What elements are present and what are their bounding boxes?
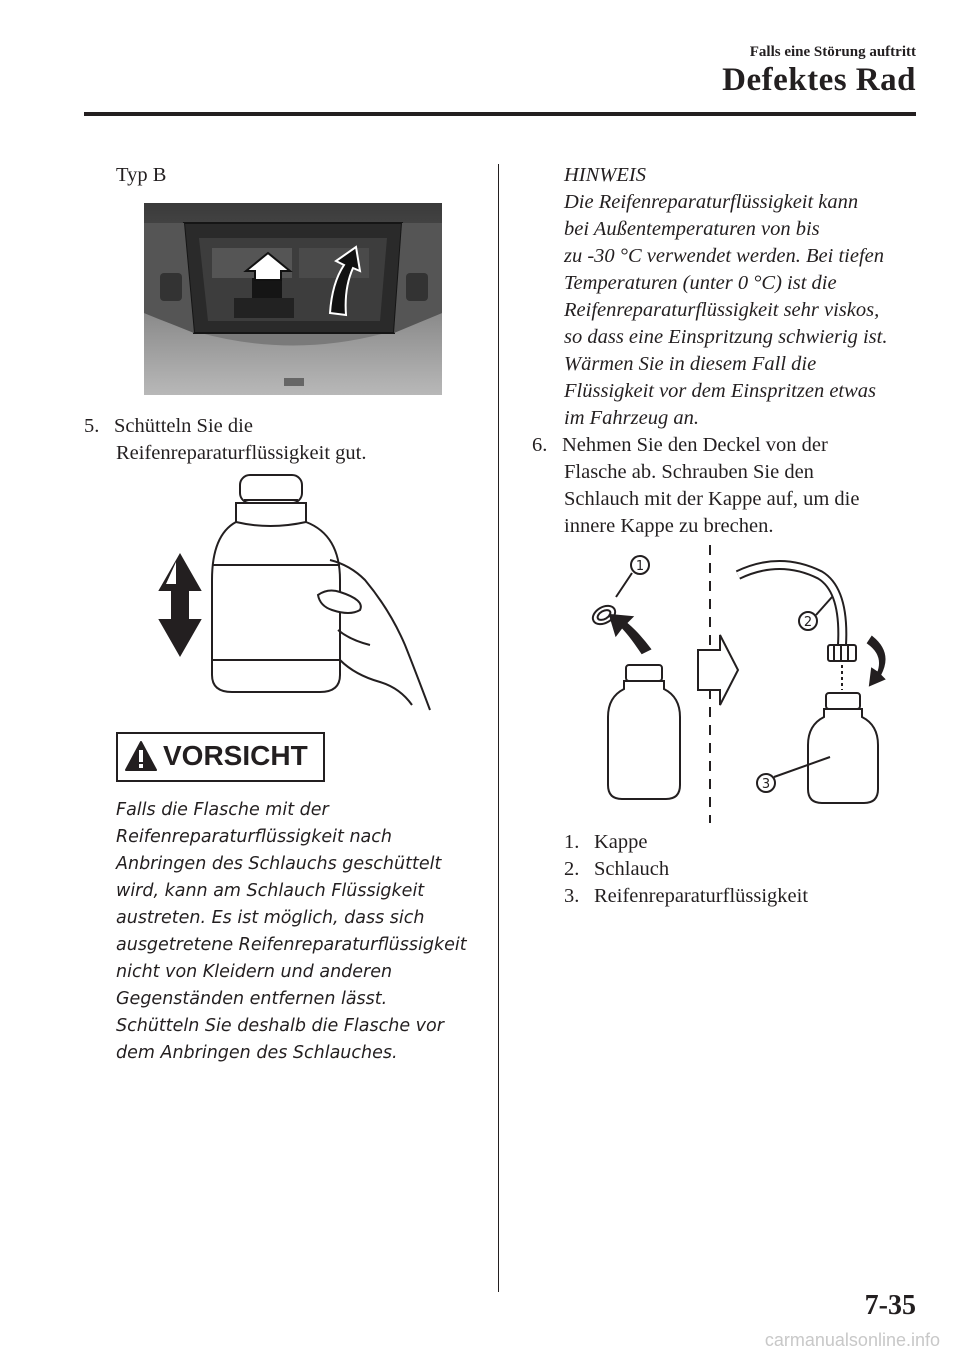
callout-3: 3 <box>761 777 771 792</box>
watermark: carmanualsonline.info <box>764 1330 940 1350</box>
step-text-line: innere Kappe zu brechen. <box>564 515 774 537</box>
type-label: Typ B <box>116 164 167 186</box>
page-number: 7-35 <box>864 1290 916 1321</box>
note-line: zu -30 °C verwendet werden. Bei tiefen <box>564 245 884 267</box>
caution-label: VORSICHT <box>163 740 308 771</box>
note-line: Reifenreparaturflüssigkeit sehr viskos, <box>564 299 880 321</box>
caution-line: wird, kann am Schlauch Flüssigkeit <box>116 881 425 901</box>
legend-text: Schlauch <box>594 858 670 880</box>
note-line: so dass eine Einspritzung schwierig ist. <box>564 326 888 348</box>
step-6-continuation <box>564 459 859 540</box>
step-number: 5. <box>84 415 100 437</box>
note-line: Flüssigkeit vor dem Einspritzen etwas <box>564 380 877 402</box>
legend-number: 2. <box>564 858 580 880</box>
warning-icon <box>124 740 158 772</box>
legend-text: Kappe <box>594 831 648 853</box>
note-line: Die Reifenreparaturflüssigkeit kann <box>564 191 859 213</box>
legend-text: Reifenreparaturflüssigkeit <box>594 885 809 907</box>
caution-line: austreten. Es ist möglich, dass sich <box>116 908 425 928</box>
step-text-line: Schlauch mit der Kappe auf, um die <box>564 488 860 510</box>
caution-line: Anbringen des Schlauchs geschüttelt <box>116 854 442 874</box>
section-title: Falls eine Störung auftritt <box>749 44 916 60</box>
note-heading: HINWEIS <box>564 164 646 186</box>
step-text-line: Nehmen Sie den Deckel von der <box>562 434 828 456</box>
caution-text <box>116 797 467 1067</box>
caution-line: Schütteln Sie deshalb die Flasche vor <box>116 1016 444 1036</box>
step-5-continuation: Reifenreparaturflüssigkeit gut. <box>116 442 367 464</box>
header-divider <box>84 112 916 116</box>
bottle-shake-illustration <box>150 470 440 715</box>
caution-line: ausgetretene Reifenreparaturflüssigkeit <box>116 935 467 955</box>
step-text-line: Schütteln Sie die <box>114 415 253 437</box>
legend-item <box>564 856 808 883</box>
trunk-photo <box>144 203 442 395</box>
caution-line: nicht von Kleidern und anderen <box>116 962 393 982</box>
legend-item <box>564 883 808 910</box>
step-number: 6. <box>532 434 548 456</box>
legend-item <box>564 829 808 856</box>
caution-line: dem Anbringen des Schlauches. <box>116 1043 398 1063</box>
note-line: Wärmen Sie in diesem Fall die <box>564 353 817 375</box>
step-6 <box>532 432 828 459</box>
page-title: Defektes Rad <box>722 62 916 98</box>
step-text-line: Flasche ab. Schrauben Sie den <box>564 461 814 483</box>
caution-line: Gegenständen entfernen lässt. <box>116 989 388 1009</box>
legend-number: 1. <box>564 831 580 853</box>
caution-line: Falls die Flasche mit der <box>116 800 329 820</box>
note-block <box>564 162 887 432</box>
callout-1: 1 <box>635 559 645 574</box>
column-divider <box>498 164 499 1292</box>
legend <box>564 829 808 910</box>
legend-number: 3. <box>564 885 580 907</box>
step-5 <box>84 413 253 440</box>
callout-2: 2 <box>803 615 813 630</box>
note-line: im Fahrzeug an. <box>564 407 699 429</box>
hose-attach-illustration <box>580 545 900 825</box>
note-line: bei Außentemperaturen von bis <box>564 218 820 240</box>
note-line: Temperaturen (unter 0 °C) ist die <box>564 272 837 294</box>
caution-line: Reifenreparaturflüssigkeit nach <box>116 827 392 847</box>
